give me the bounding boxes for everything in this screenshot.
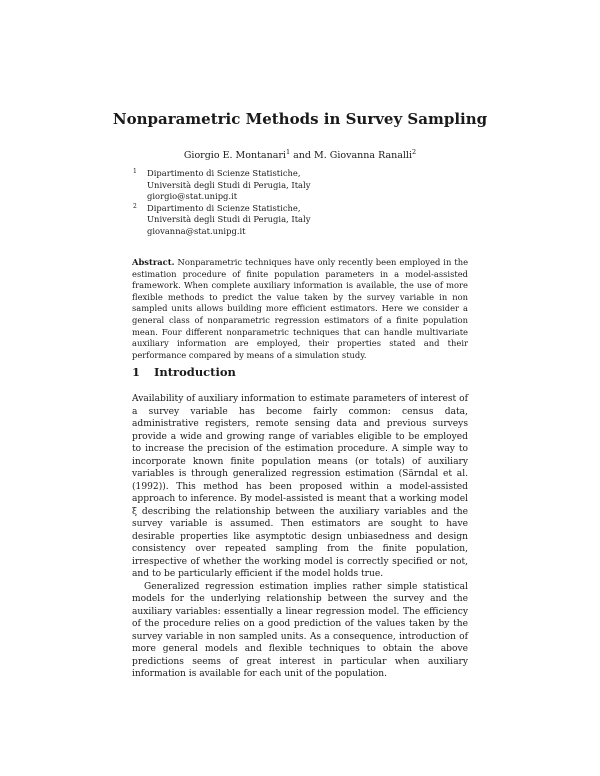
affiliation [133, 168, 473, 203]
author-conjunction: and [290, 150, 315, 161]
affiliation-university: Università degli Studi di Perugia, Italy [147, 214, 311, 225]
author-name: M. Giovanna Ranalli [314, 150, 413, 161]
body-paragraph: Availability of auxiliary information to estimate parameters of interest of a survey variable has become fairly common: census data, administrative registers, remote sensing data and previous surveys provide a wide and growing range of variables eligible to be employed to increase the precision of the estimation procedure. A simple way to incorporate known finite population means (or totals) of auxiliary variables is through generalized regression estimation (Särndal et al. (1992)). This method has been proposed within a model-assisted approach to inference. By model-assisted is meant that a working model ξ describing the relationship between the auxiliary variables and the survey variable is assumed. Then estimators are sought to have desirable properties like asymptotic design unbiasedness and design consistency over repeated sampling from the finite population, irrespective of whether the working model is correctly specified or not, and to be particularly efficient if the model holds true. [132, 394, 468, 579]
affiliation-marker: 2 [412, 147, 417, 156]
affiliation-number: 1 [133, 168, 137, 175]
affiliation-department: Dipartimento di Scienze Statistiche, [147, 202, 301, 213]
author-name: Giorgio E. Montanari [183, 150, 286, 161]
abstract-label: Abstract. [132, 257, 175, 267]
affiliation-email: giorgio@stat.unipg.it [147, 191, 238, 202]
affiliation [133, 203, 473, 238]
affiliation-number: 2 [133, 202, 137, 210]
affiliation-email: giovanna@stat.unipg.it [147, 225, 246, 236]
author-line [0, 147, 600, 161]
section-title: Introduction [154, 365, 236, 379]
affiliations [133, 168, 473, 238]
affiliation-department: Dipartimento di Scienze Statistiche, [147, 168, 301, 178]
abstract [132, 257, 468, 361]
abstract-text: Nonparametric techniques have only recently been employed in the estimation procedure of finite population parameters in a model-assisted framework. When complete auxiliary information is available, the use of more flexible methods to predict the value taken by the survey variable in non sampled units allows building more efficient estimators. Here we consider a general class of nonparametric regression estimators of a finite population mean. Four different nonparametric techniques that can handle multivariate auxiliary information are employed, their properties stated and their performance compared by means of a simulation study. [132, 257, 469, 360]
affiliation-university: Università degli Studi di Perugia, Italy [147, 179, 311, 190]
section-heading [132, 365, 468, 379]
affiliation-marker: 1 [285, 147, 291, 156]
section-body [132, 393, 468, 681]
paper-title: Nonparametric Methods in Survey Sampling [112, 110, 488, 128]
body-paragraph: Generalized regression estimation implies rather simple statistical models for the underlying relationship between the survey and the auxiliary variables: essentially a linear regression model. The efficiency of the procedure relies on a good prediction of the values taken by the survey variable in non sampled units. As a consequence, introduction of more general models and flexible techniques to obtain the above predictions seems of great interest in particular when auxiliary information is available for each unit of the population. [132, 581, 468, 679]
section-number: 1 [132, 365, 141, 379]
